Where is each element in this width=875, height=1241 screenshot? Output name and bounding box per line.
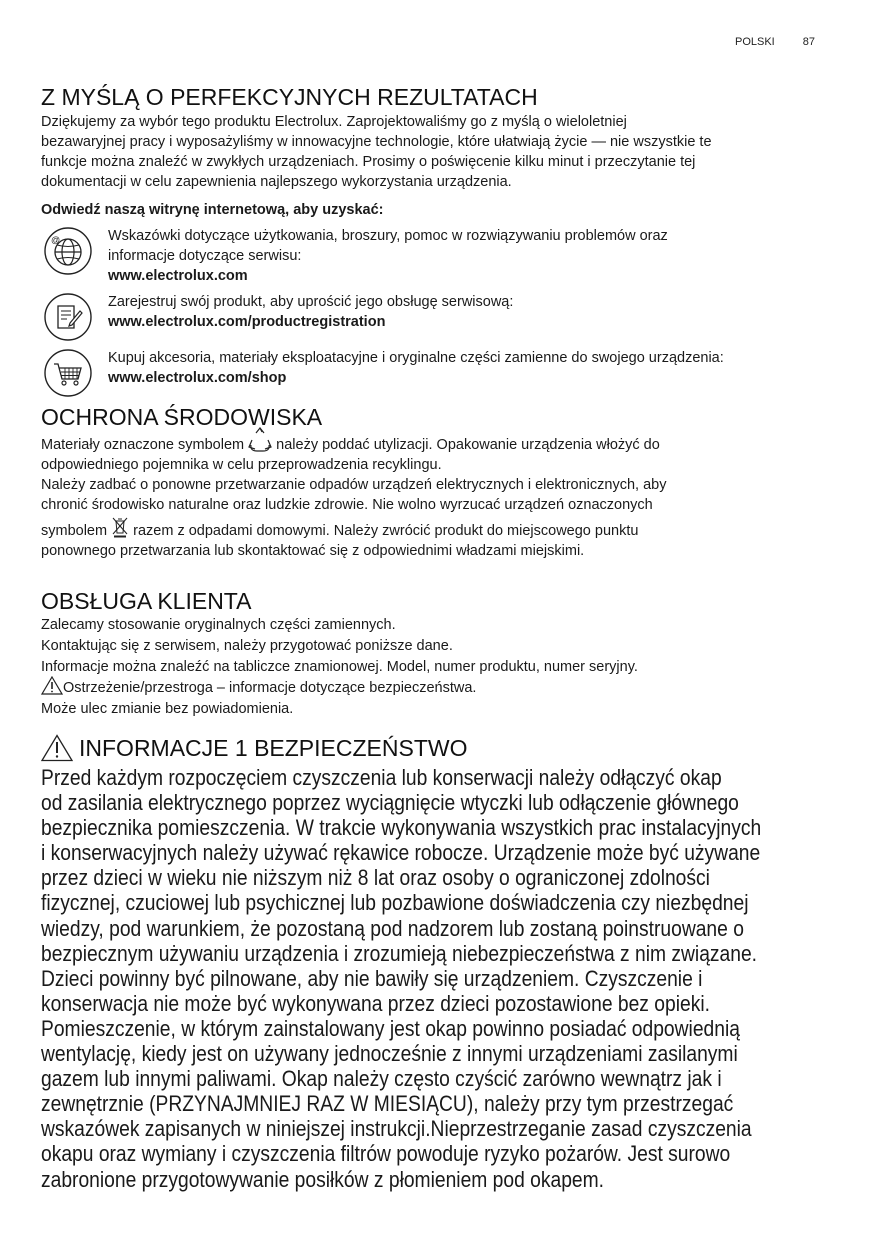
section-safety <box>41 734 831 1192</box>
warning-icon <box>41 676 63 695</box>
intro-line: Dziękujemy za wybór tego produktu Electrolux. Zaprojektowaliśmy go z myślą o wieloletniej <box>41 114 627 130</box>
info-item-support <box>41 226 821 286</box>
env-line-6: ponownego przetwarzania lub skontaktować się z odpowiednimi władzami miejskimi. <box>41 543 585 559</box>
shopping-cart-icon <box>43 348 93 398</box>
section4-heading <box>41 734 831 762</box>
intro-line: bezawaryjnej pracy i wyposażyliśmy w innowacyjne technologie, które ułatwiają życie — nie wszystkie te <box>41 134 712 150</box>
env-line-5a: symbolem <box>41 523 108 539</box>
safety-line: przez dzieci w wieku nie niższym niż 8 lat oraz osoby o ograniczonej zdolności <box>41 865 710 891</box>
page-header <box>735 36 815 48</box>
item-registration-line: Zarejestruj swój produkt, aby uprościć jego obsługę serwisową: <box>108 294 514 310</box>
env-line-2: odpowiedniego pojemnika w celu przeprowadzenia recyklingu. <box>41 457 442 473</box>
recycle-icon <box>248 427 272 453</box>
info-item-shop <box>41 348 821 398</box>
section1-title: Z MYŚLĄ O PERFEKCYJNYCH REZULTATACH <box>41 84 538 110</box>
link-electrolux[interactable]: www.electrolux.com <box>108 268 248 284</box>
safety-line: okapu oraz wymiany i czyszczenia filtrów powoduje ryzyko pożarów. Jest surowo <box>41 1141 731 1167</box>
env-line-5 <box>41 521 821 541</box>
section3-title: OBSŁUGA KLIENTA <box>41 588 252 614</box>
safety-line: od zasilania elektrycznego poprzez wyciągnięcie wtyczki lub odłączenie głównego <box>41 790 739 816</box>
safety-line: Przed każdym rozpoczęciem czyszczenia lub konserwacji należy odłączyć okap <box>41 765 722 790</box>
service-line-4 <box>41 678 821 699</box>
safety-line: i konserwacyjnych należy używać rękawice robocze. Urządzenie może być używane <box>41 840 761 866</box>
header-language: POLSKI <box>735 36 775 48</box>
section4-title: INFORMACJE 1 BEZPIECZEŃSTWO <box>79 735 468 761</box>
safety-line: wentylację, kiedy jest on używany jednocześnie z innymi urządzeniami zasilanymi <box>41 1041 738 1067</box>
env-line-1b: należy poddać utylizacji. Opakowanie urządzenia włożyć do <box>276 437 660 453</box>
safety-line: wiedzy, pod warunkiem, że pozostaną pod nadzorem lub zostaną poinstruowane o <box>41 915 744 941</box>
safety-line: wskazówek zapisanych w niniejszej instrukcji.Nieprzestrzeganie zasad czyszczenia <box>41 1116 752 1142</box>
safety-line: Dzieci powinny być pilnowane, aby nie bawiły się urządzeniem. Czyszczenie i <box>41 965 703 991</box>
svg-text:@: @ <box>51 235 61 245</box>
item-support-line: Wskazówki dotyczące użytkowania, broszury, pomoc w rozwiązywaniu problemów oraz <box>108 228 668 244</box>
safety-line: bezpiecznym używaniu urządzenia i zrozumieją niebezpieczeństwa z nim związane. <box>41 940 758 966</box>
safety-line: konserwacja nie może być wykonywana przez dzieci pozostawione bez opieki. <box>41 990 710 1016</box>
section-perfect-results <box>41 84 821 398</box>
item-support-line: informacje dotyczące serwisu: <box>108 248 302 264</box>
info-item-registration <box>41 292 821 342</box>
service-line-3: Informacje można znaleźć na tabliczce znamionowej. Model, numer produktu, numer seryjny. <box>41 659 638 675</box>
crossed-bin-icon <box>111 516 129 538</box>
section-environment <box>41 404 821 561</box>
safety-line: Pomieszczenie, w którym zainstalowany jest okap powinno posiadać odpowiednią <box>41 1015 740 1041</box>
env-line-1a: Materiały oznaczone symbolem <box>41 437 245 453</box>
intro-line: funkcje można znaleźć w zwykłych urządzeniach. Prosimy o poświęcenie kilku minut i przeczytanie tej <box>41 154 696 170</box>
visit-website-label: Odwiedź naszą witrynę internetową, aby uzyskać: <box>41 202 384 218</box>
section-customer-service <box>41 588 821 720</box>
link-productregistration[interactable]: www.electrolux.com/productregistration <box>108 314 386 330</box>
header-page-number: 87 <box>802 36 815 48</box>
section2-title: OCHRONA ŚRODOWISKA <box>41 404 323 430</box>
section1-intro <box>41 112 821 192</box>
item-shop-line: Kupuj akcesoria, materiały eksploatacyjne i oryginalne części zamienne do swojego urządzenia: <box>108 350 724 366</box>
env-line-5b: razem z odpadami domowymi. Należy zwrócić produkt do miejscowego punktu <box>133 523 639 539</box>
intro-line: dokumentacji w celu zapewnienia najlepszego wykorzystania urządzenia. <box>41 174 512 190</box>
safety-text <box>41 765 830 1192</box>
link-shop[interactable]: www.electrolux.com/shop <box>108 370 287 386</box>
safety-line: zewnętrznie (PRZYNAJMNIEJ RAZ W MIESIĄCU), należy przy tym przestrzegać <box>41 1091 734 1117</box>
safety-line: bezpiecznika pomieszczenia. W trakcie wykonywania wszystkich prac instalacyjnych <box>41 815 762 841</box>
globe-icon <box>43 226 93 276</box>
safety-line: gazem lub innymi paliwami. Okap należy często czyścić zarówno wewnątrz jak i <box>41 1066 722 1092</box>
safety-line: fizycznej, czuciowej lub psychicznej lub pozbawione doświadczenia czy niezbędnej <box>41 890 749 916</box>
safety-line: zabronione przygotowywanie posiłków z płomieniem pod okapem. <box>41 1166 605 1192</box>
env-line-1 <box>41 435 821 455</box>
env-line-3: Należy zadbać o ponowne przetwarzanie odpadów urządzeń elektrycznych i elektronicznych, aby <box>41 477 667 493</box>
service-line-1: Zalecamy stosowanie oryginalnych części zamiennych. <box>41 617 396 633</box>
service-line-4-text: Ostrzeżenie/przestroga – informacje dotyczące bezpieczeństwa. <box>63 680 477 696</box>
service-line-5: Może ulec zmianie bez powiadomienia. <box>41 701 294 717</box>
env-line-4: chronić środowisko naturalne oraz ludzkie zdrowie. Nie wolno wyrzucać urządzeń oznaczonych <box>41 497 653 513</box>
register-icon <box>43 292 93 342</box>
warning-icon <box>41 734 73 762</box>
service-line-2: Kontaktując się z serwisem, należy przygotować poniższe dane. <box>41 638 453 654</box>
